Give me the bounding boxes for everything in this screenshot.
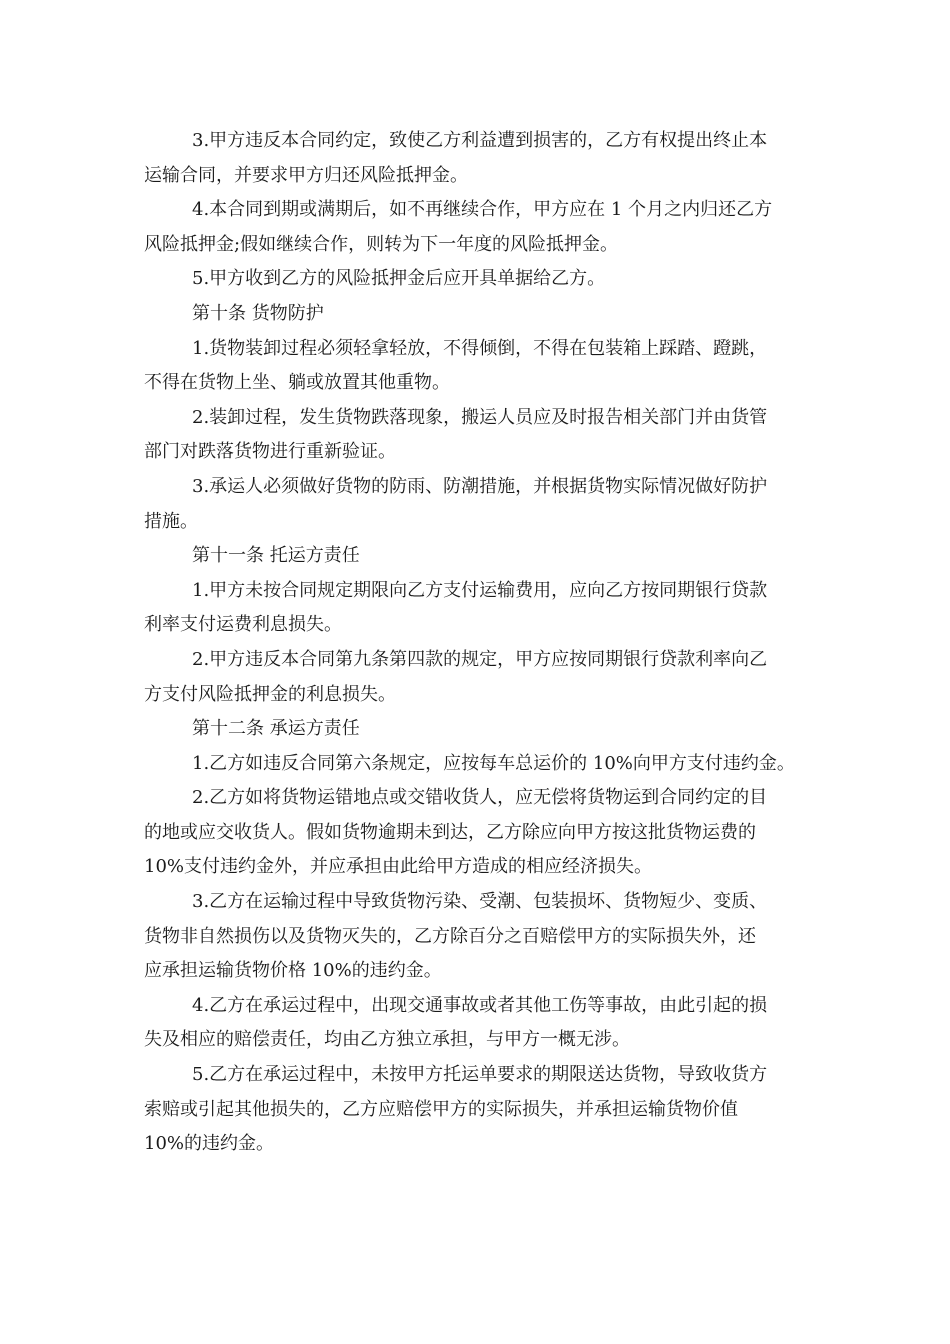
clause-paragraph	[144, 401, 814, 470]
clause-paragraph	[144, 643, 814, 712]
text-line: 2.甲方违反本合同第九条第四款的规定，甲方应按同期银行贷款利率向乙	[192, 648, 768, 670]
text-line: 第十条 货物防护	[192, 302, 324, 324]
text-line: 货物非自然损伤以及货物灭失的，乙方除百分之百赔偿甲方的实际损失外，还	[144, 925, 756, 947]
article-heading	[144, 539, 814, 574]
clause-paragraph	[144, 1058, 814, 1162]
text-line: 应承担运输货物价格 10%的违约金。	[144, 960, 442, 982]
text-line: 失及相应的赔偿责任，均由乙方独立承担，与甲方一概无涉。	[144, 1029, 630, 1051]
text-line: 4.本合同到期或满期后，如不再继续合作，甲方应在 1 个月之内归还乙方	[192, 199, 773, 221]
text-line: 利率支付运费利息损失。	[144, 614, 342, 636]
contract-body	[144, 124, 814, 1162]
text-line: 措施。	[144, 510, 198, 532]
text-line: 1.乙方如违反合同第六条规定，应按每车总运价的 10%向甲方支付违约金。	[192, 752, 795, 774]
text-line: 部门对跌落货物进行重新验证。	[144, 441, 396, 463]
text-line: 运输合同，并要求甲方归还风险抵押金。	[144, 164, 468, 186]
text-line: 的地或应交收货人。假如货物逾期未到达，乙方除应向甲方按这批货物运费的	[144, 821, 756, 843]
clause-paragraph	[144, 781, 814, 885]
text-line: 不得在货物上坐、躺或放置其他重物。	[144, 372, 450, 394]
text-line: 索赔或引起其他损失的，乙方应赔偿甲方的实际损失，并承担运输货物价值	[144, 1098, 738, 1120]
clause-paragraph	[144, 574, 814, 643]
clause-paragraph	[144, 989, 814, 1058]
text-line: 2.乙方如将货物运错地点或交错收货人，应无偿将货物运到合同约定的目	[192, 787, 768, 809]
text-line: 5.乙方在承运过程中，未按甲方托运单要求的期限送达货物，导致收货方	[192, 1064, 768, 1086]
clause-paragraph	[144, 193, 814, 262]
text-line: 第十二条 承运方责任	[192, 718, 360, 740]
clause-paragraph	[144, 262, 814, 297]
clause-paragraph	[144, 470, 814, 539]
text-line: 3.甲方违反本合同约定，致使乙方利益遭到损害的，乙方有权提出终止本	[192, 130, 768, 151]
article-heading	[144, 712, 814, 747]
text-line: 3.承运人必须做好货物的防雨、防潮措施，并根据货物实际情况做好防护	[192, 475, 768, 497]
clause-paragraph	[144, 332, 814, 401]
clause-paragraph	[144, 747, 814, 782]
text-line: 风险抵押金;假如继续合作，则转为下一年度的风险抵押金。	[144, 233, 619, 255]
text-line: 1.货物装卸过程必须轻拿轻放，不得倾倒，不得在包装箱上踩踏、蹬跳，	[192, 337, 768, 359]
clause-paragraph	[144, 124, 814, 193]
text-line: 第十一条 托运方责任	[192, 545, 360, 567]
text-line: 10%支付违约金外，并应承担由此给甲方造成的相应经济损失。	[144, 856, 653, 878]
text-line: 方支付风险抵押金的利息损失。	[144, 683, 396, 705]
text-line: 10%的违约金。	[144, 1133, 275, 1155]
text-line: 1.甲方未按合同规定期限向乙方支付运输费用，应向乙方按同期银行贷款	[192, 579, 768, 601]
text-line: 3.乙方在运输过程中导致货物污染、受潮、包装损坏、货物短少、变质、	[192, 891, 768, 913]
text-line: 5.甲方收到乙方的风险抵押金后应开具单据给乙方。	[192, 268, 606, 290]
text-line: 4.乙方在承运过程中，出现交通事故或者其他工伤等事故，由此引起的损	[192, 994, 768, 1016]
article-heading	[144, 297, 814, 332]
text-line: 2.装卸过程，发生货物跌落现象，搬运人员应及时报告相关部门并由货管	[192, 406, 768, 428]
clause-paragraph	[144, 885, 814, 989]
